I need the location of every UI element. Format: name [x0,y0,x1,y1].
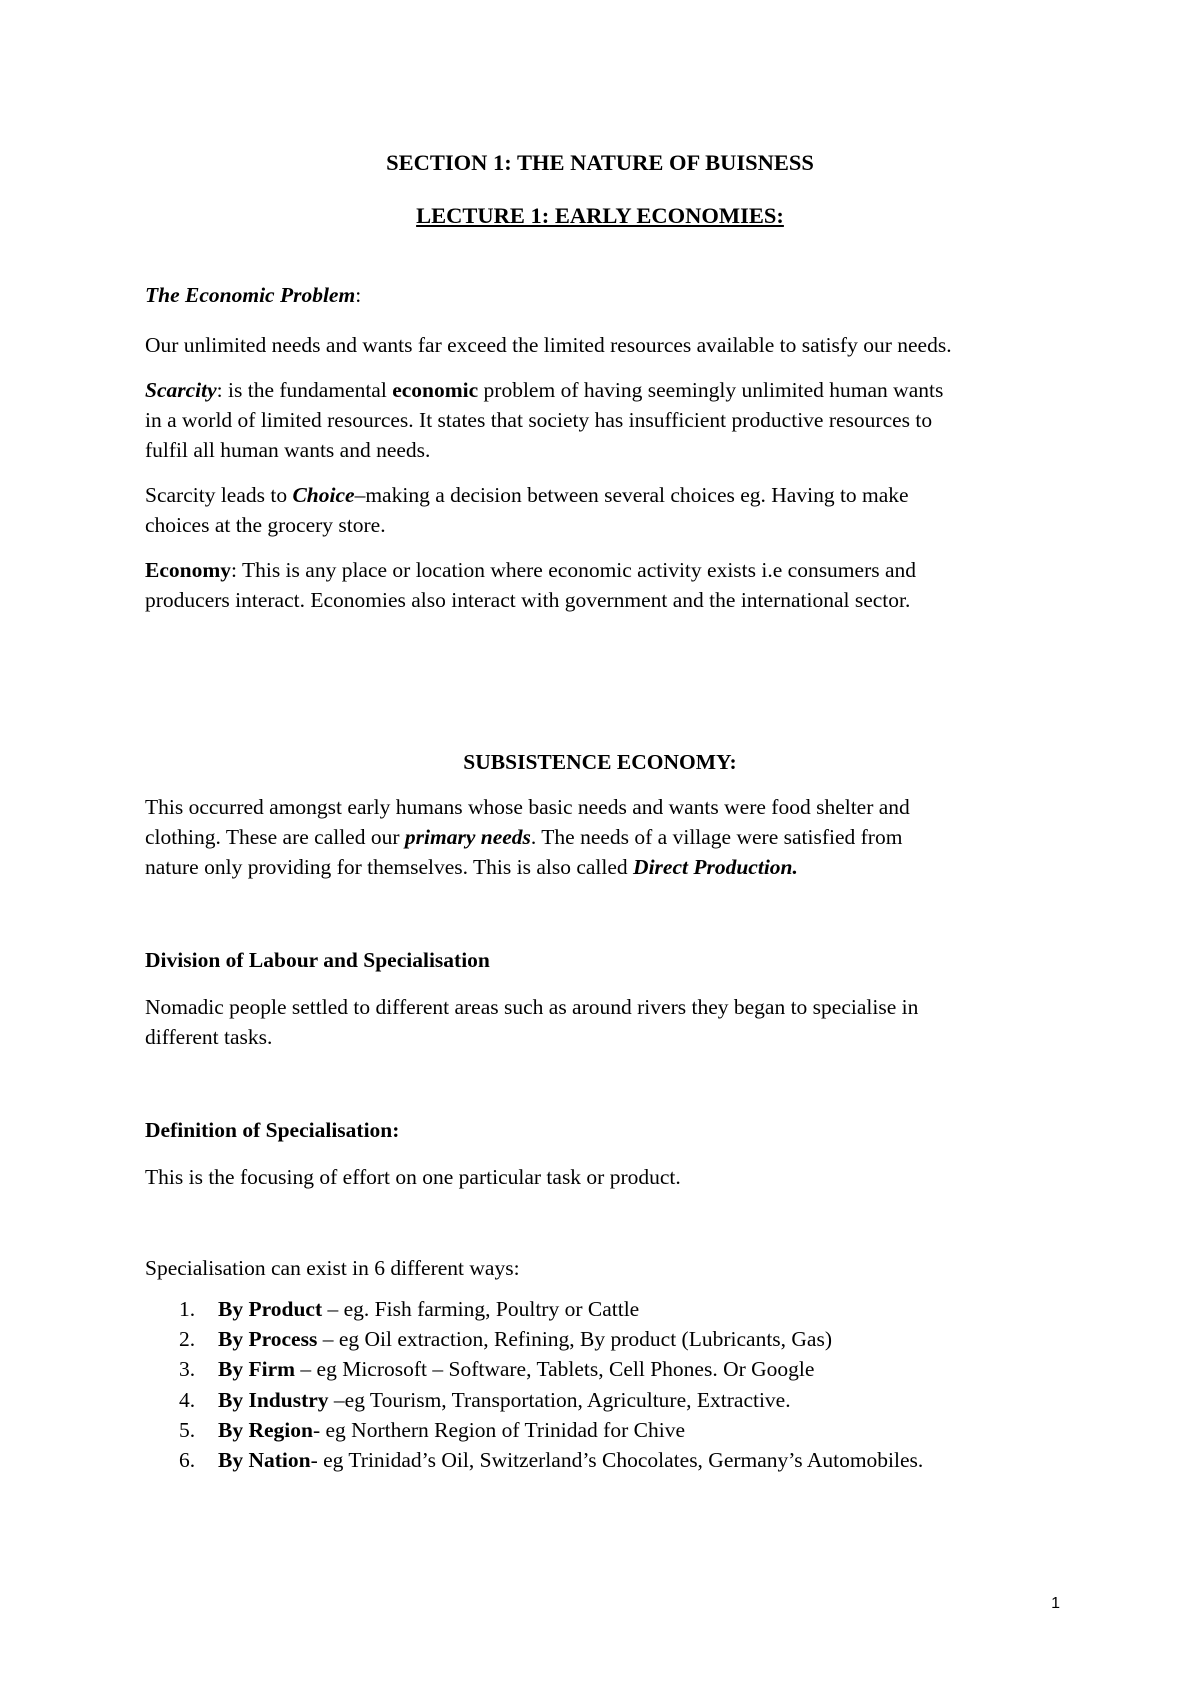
choice-term: Choice [292,483,355,507]
direct-production-term: Direct Production. [633,855,798,879]
specialisation-intro: Specialisation can exist in 6 different ways: [145,1256,520,1280]
list-item-term: By Nation [218,1448,311,1473]
scarcity-line-2: in a world of limited resources. It states that society has insufficient productive resources to [145,408,933,432]
list-item [145,1294,923,1324]
economic-problem-colon: : [355,283,362,307]
definition-heading: Definition of Specialisation: [145,1118,400,1142]
subsistence-line-3-a: nature only providing for themselves. This is also called [145,855,634,879]
list-item-term: By Industry [218,1387,329,1412]
subsistence-line-3 [145,852,1075,883]
list-item [145,1415,923,1445]
list-item [145,1385,923,1415]
division-heading: Division of Labour and Specialisation [145,948,490,972]
list-item-text: - eg Northern Region of Trinidad for Chive [312,1417,685,1442]
scarcity-line-1 [145,375,1075,406]
list-item [145,1445,923,1475]
economic-problem-heading [145,280,1075,311]
economy-line-2: producers interact. Economies also interact with government and the international sector. [145,588,911,612]
list-item-number: 4. [179,1387,196,1412]
scarcity-text-1: : is the fundamental [216,378,393,402]
scarcity-line-3: fulfil all human wants and needs. [145,438,431,462]
lecture-title: LECTURE 1: EARLY ECONOMIES: [416,203,784,228]
list-item-term: By Firm [218,1357,296,1382]
list-item-number: 2. [179,1327,196,1352]
list-item-number: 5. [179,1417,196,1442]
subsistence-line-2 [145,822,1075,853]
specialisation-list [145,1294,923,1475]
division-line-2: different tasks. [145,1025,273,1049]
scarcity-bold-word: economic [392,378,479,402]
choice-line-1 [145,480,1075,511]
economic-problem-body: Our unlimited needs and wants far exceed the limited resources available to satisfy our needs. [145,333,952,357]
choice-text: –making a decision between several choices eg. Having to make [354,483,909,507]
list-item-term: By Region [218,1417,313,1442]
primary-needs-term: primary needs [404,825,531,849]
list-item [145,1354,923,1384]
economy-line-1 [145,555,1075,586]
list-item-text: – eg. Fish farming, Poultry or Cattle [322,1297,640,1321]
scarcity-text-2: problem of having seemingly unlimited human wants [478,378,944,402]
list-item-text: – eg Oil extraction, Refining, By product (Lubricants, Gas) [317,1327,833,1352]
economy-text: : This is any place or location where economic activity exists i.e consumers and [231,558,917,582]
subsistence-heading: SUBSISTENCE ECONOMY: [463,750,737,774]
list-item-term: By Product [218,1297,323,1321]
definition-body: This is the focusing of effort on one particular task or product. [145,1165,681,1189]
list-item-number: 6. [179,1448,196,1473]
list-item [145,1324,923,1354]
list-item-text: –eg Tourism, Transportation, Agriculture, Extractive. [328,1387,791,1412]
subsistence-line-1: This occurred amongst early humans whose basic needs and wants were food shelter and [145,795,910,819]
list-item-term: By Process [218,1327,318,1352]
choice-line-2: choices at the grocery store. [145,513,386,537]
economy-term: Economy [145,558,231,582]
choice-prefix: Scarcity leads to [145,483,293,507]
subsistence-line-2-a: clothing. These are called our [145,825,405,849]
scarcity-term: Scarcity [145,378,217,402]
division-line-1: Nomadic people settled to different areas such as around rivers they began to specialise in [145,995,919,1019]
list-item-number: 1. [179,1297,196,1321]
subsistence-line-2-b: . The needs of a village were satisfied from [530,825,903,849]
list-item-text: - eg Trinidad’s Oil, Switzerland’s Chocolates, Germany’s Automobiles. [310,1448,924,1473]
list-item-number: 3. [179,1357,196,1382]
list-item-text: – eg Microsoft – Software, Tablets, Cell Phones. Or Google [295,1357,815,1382]
economic-problem-term: The Economic Problem [145,283,356,307]
page-number: 1 [1051,1595,1060,1612]
section-title: SECTION 1: THE NATURE OF BUISNESS [386,150,814,175]
